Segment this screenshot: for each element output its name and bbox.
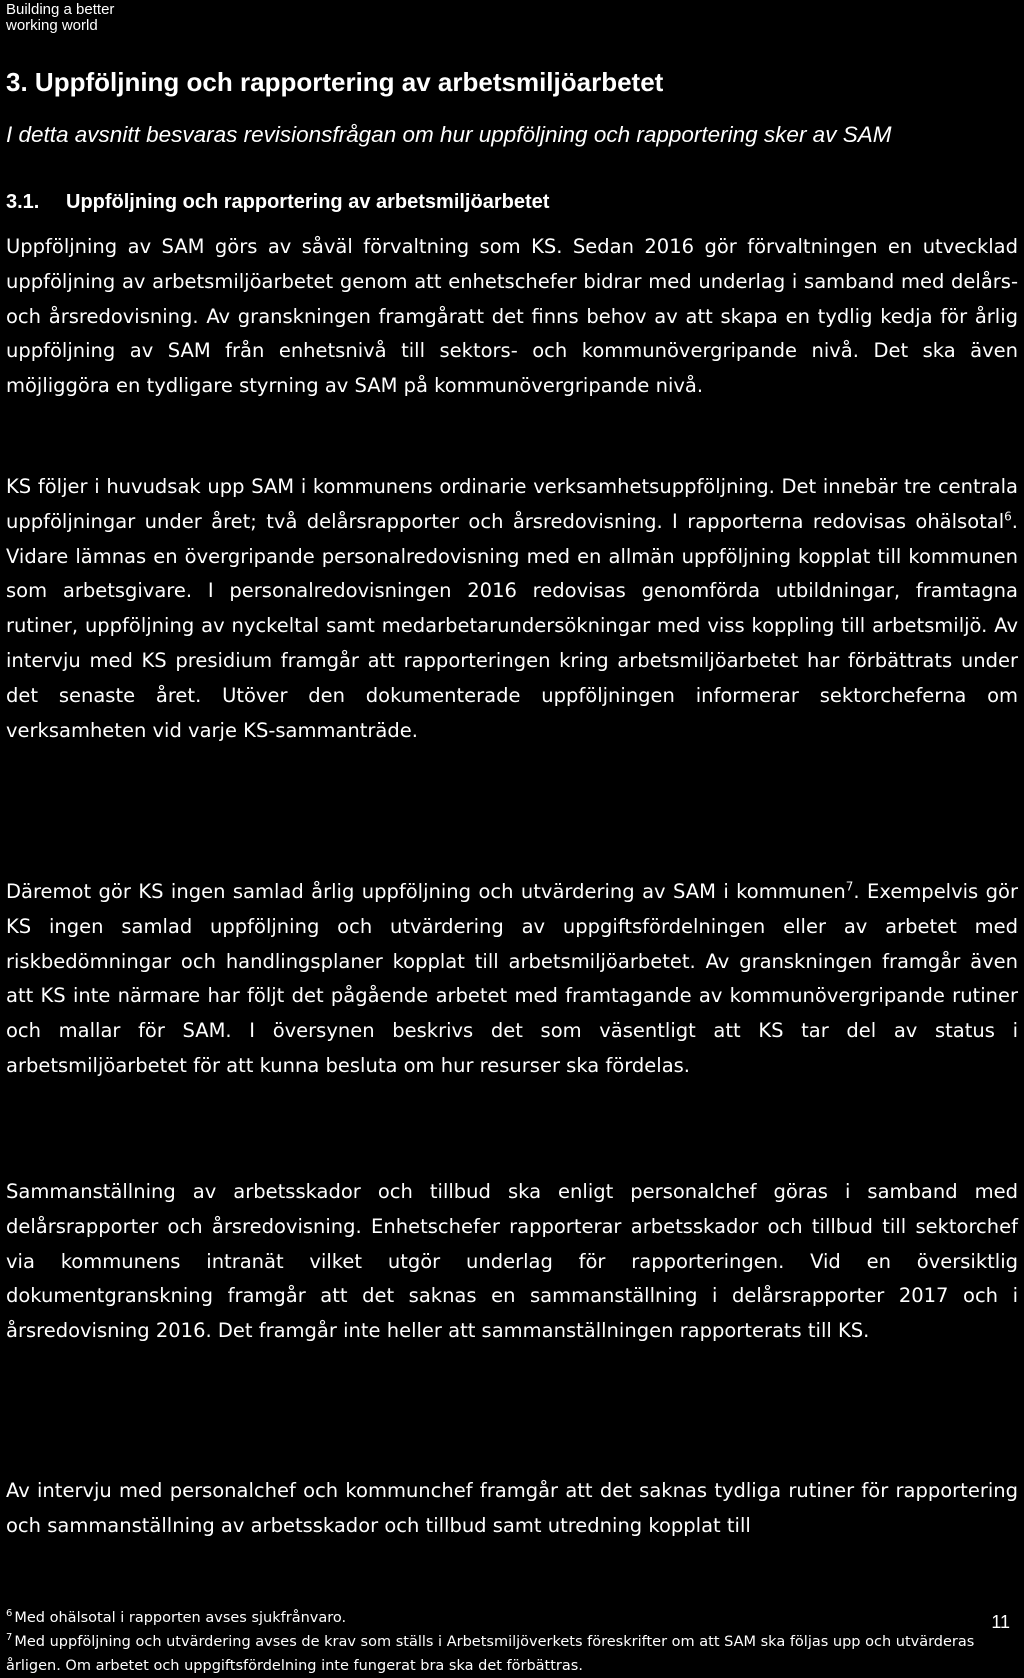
paragraph-4: Sammanställning av arbetsskador och tillbud ska enligt personalchef göras i samband med delårsrapporter och årsredovisning. Enhetschefer rapporterar arbetsskador och tillbud till sektorchef via kommunens intranät vilket utgör underlag för rapporteringen. Vid en översiktlig dokumentgranskning framgår att det saknas en sammanställning i delårsrapporter 2017 och i årsredovisning 2016. Det framgår inte heller att sammanställningen rapporterats till KS. <box>6 1180 1018 1343</box>
paragraph-5: Av intervju med personalchef och kommunchef framgår att det saknas tydliga rutiner för rapportering och sammanställning av arbetsskador och tillbud samt utredning kopplat till <box>6 1479 1018 1537</box>
subsection-heading <box>6 188 549 216</box>
paragraph-2-part-2: . Vidare lämnas en övergripande personalredovisning med en allmän uppföljning kopplat till kommunen som arbetsgivare. I personalredovisningen 2016 redovisas genomförda utbildningar, framtagna rutiner, uppföljning av nyckeltal samt medarbetarundersökningar med viss koppling till arbetsmiljö. Av intervju med KS presidium framgår att rapporteringen kring arbetsmiljöarbetet har förbättrats under det senaste året. Utöver den dokumenterade uppföljningen informerar sektorcheferna om verksamheten vid varje KS-sammanträde. <box>6 509 1018 742</box>
page-number: 11 <box>991 1612 1010 1632</box>
paragraph-1: Uppföljning av SAM görs av såväl förvaltning som KS. Sedan 2016 gör förvaltningen en utvecklad uppföljning av arbetsmiljöarbetet genom att enhetschefer bidrar med underlag i samband med delårs- och årsredovisning. Av granskningen framgåratt det finns behov av att skapa en tydlig kedja för årlig uppföljning av SAM från enhetsnivå till sektors- och kommunövergripande nivå. Det ska även möjliggöra en tydligare styrning av SAM på kommunövergripande nivå. <box>6 235 1018 398</box>
paragraph-2-part-1: KS följer i huvudsak upp SAM i kommunens ordinarie verksamhetsuppföljning. Det innebär tre centrala uppföljningar under året; två delårsrapporter och årsredovisning. I rapporterna redovisas ohälsotal <box>6 475 1018 533</box>
paragraph-3 <box>6 875 1018 1084</box>
footnote-text-6: Med ohälsotal i rapporten avses sjukfrånvaro. <box>14 1610 347 1626</box>
footnote-7 <box>6 1630 1006 1678</box>
paragraph-3-part-2: . Exempelvis gör KS ingen samlad uppföljning och utvärdering av uppgiftsfördelningen eller av arbetet med riskbedömningar och handlingsplaner kopplat till arbetsmiljöarbetet. Av granskningen framgår även att KS inte närmare har följt det pågående arbetet med framtagande av kommunövergripande rutiner och mallar för SAM. I översynen beskrivs det som väsentligt att KS tar del av status i arbetsmiljöarbetet för att kunna besluta om hur resurser ska fördelas. <box>6 880 1018 1077</box>
footnote-6 <box>6 1606 1006 1630</box>
footnote-mark-6: 6 <box>6 1608 13 1620</box>
subsection-title: Uppföljning och rapportering av arbetsmiljöarbetet <box>66 191 550 213</box>
section-number: 3. <box>6 67 28 97</box>
footnote-ref-7: 7 <box>845 879 854 894</box>
footnote-ref-6: 6 <box>1004 509 1012 524</box>
paragraph-3-part-1: Däremot gör KS ingen samlad årlig uppföljning och utvärdering av SAM i kommunen <box>6 880 846 903</box>
footnotes <box>6 1606 1006 1678</box>
footnote-text-7: Med uppföljning och utvärdering avses de krav som ställs i Arbetsmiljöverkets föreskrifter om att SAM ska följas upp och utvärderas årligen. Om arbetet och uppgiftsfördelning inte fungerat bra ska det förbättras. <box>6 1634 975 1674</box>
section-heading <box>6 64 663 100</box>
section-intro: I detta avsnitt besvaras revisionsfrågan om hur uppföljning och rapportering sker av SAM <box>6 122 892 147</box>
paragraph-2 <box>6 470 1018 748</box>
footnote-mark-7: 7 <box>6 1632 13 1644</box>
subsection-number: 3.1. <box>6 191 40 213</box>
section-title: Uppföljning och rapportering av arbetsmiljöarbetet <box>34 67 664 97</box>
header-tagline: Building a better working world <box>6 1 115 34</box>
